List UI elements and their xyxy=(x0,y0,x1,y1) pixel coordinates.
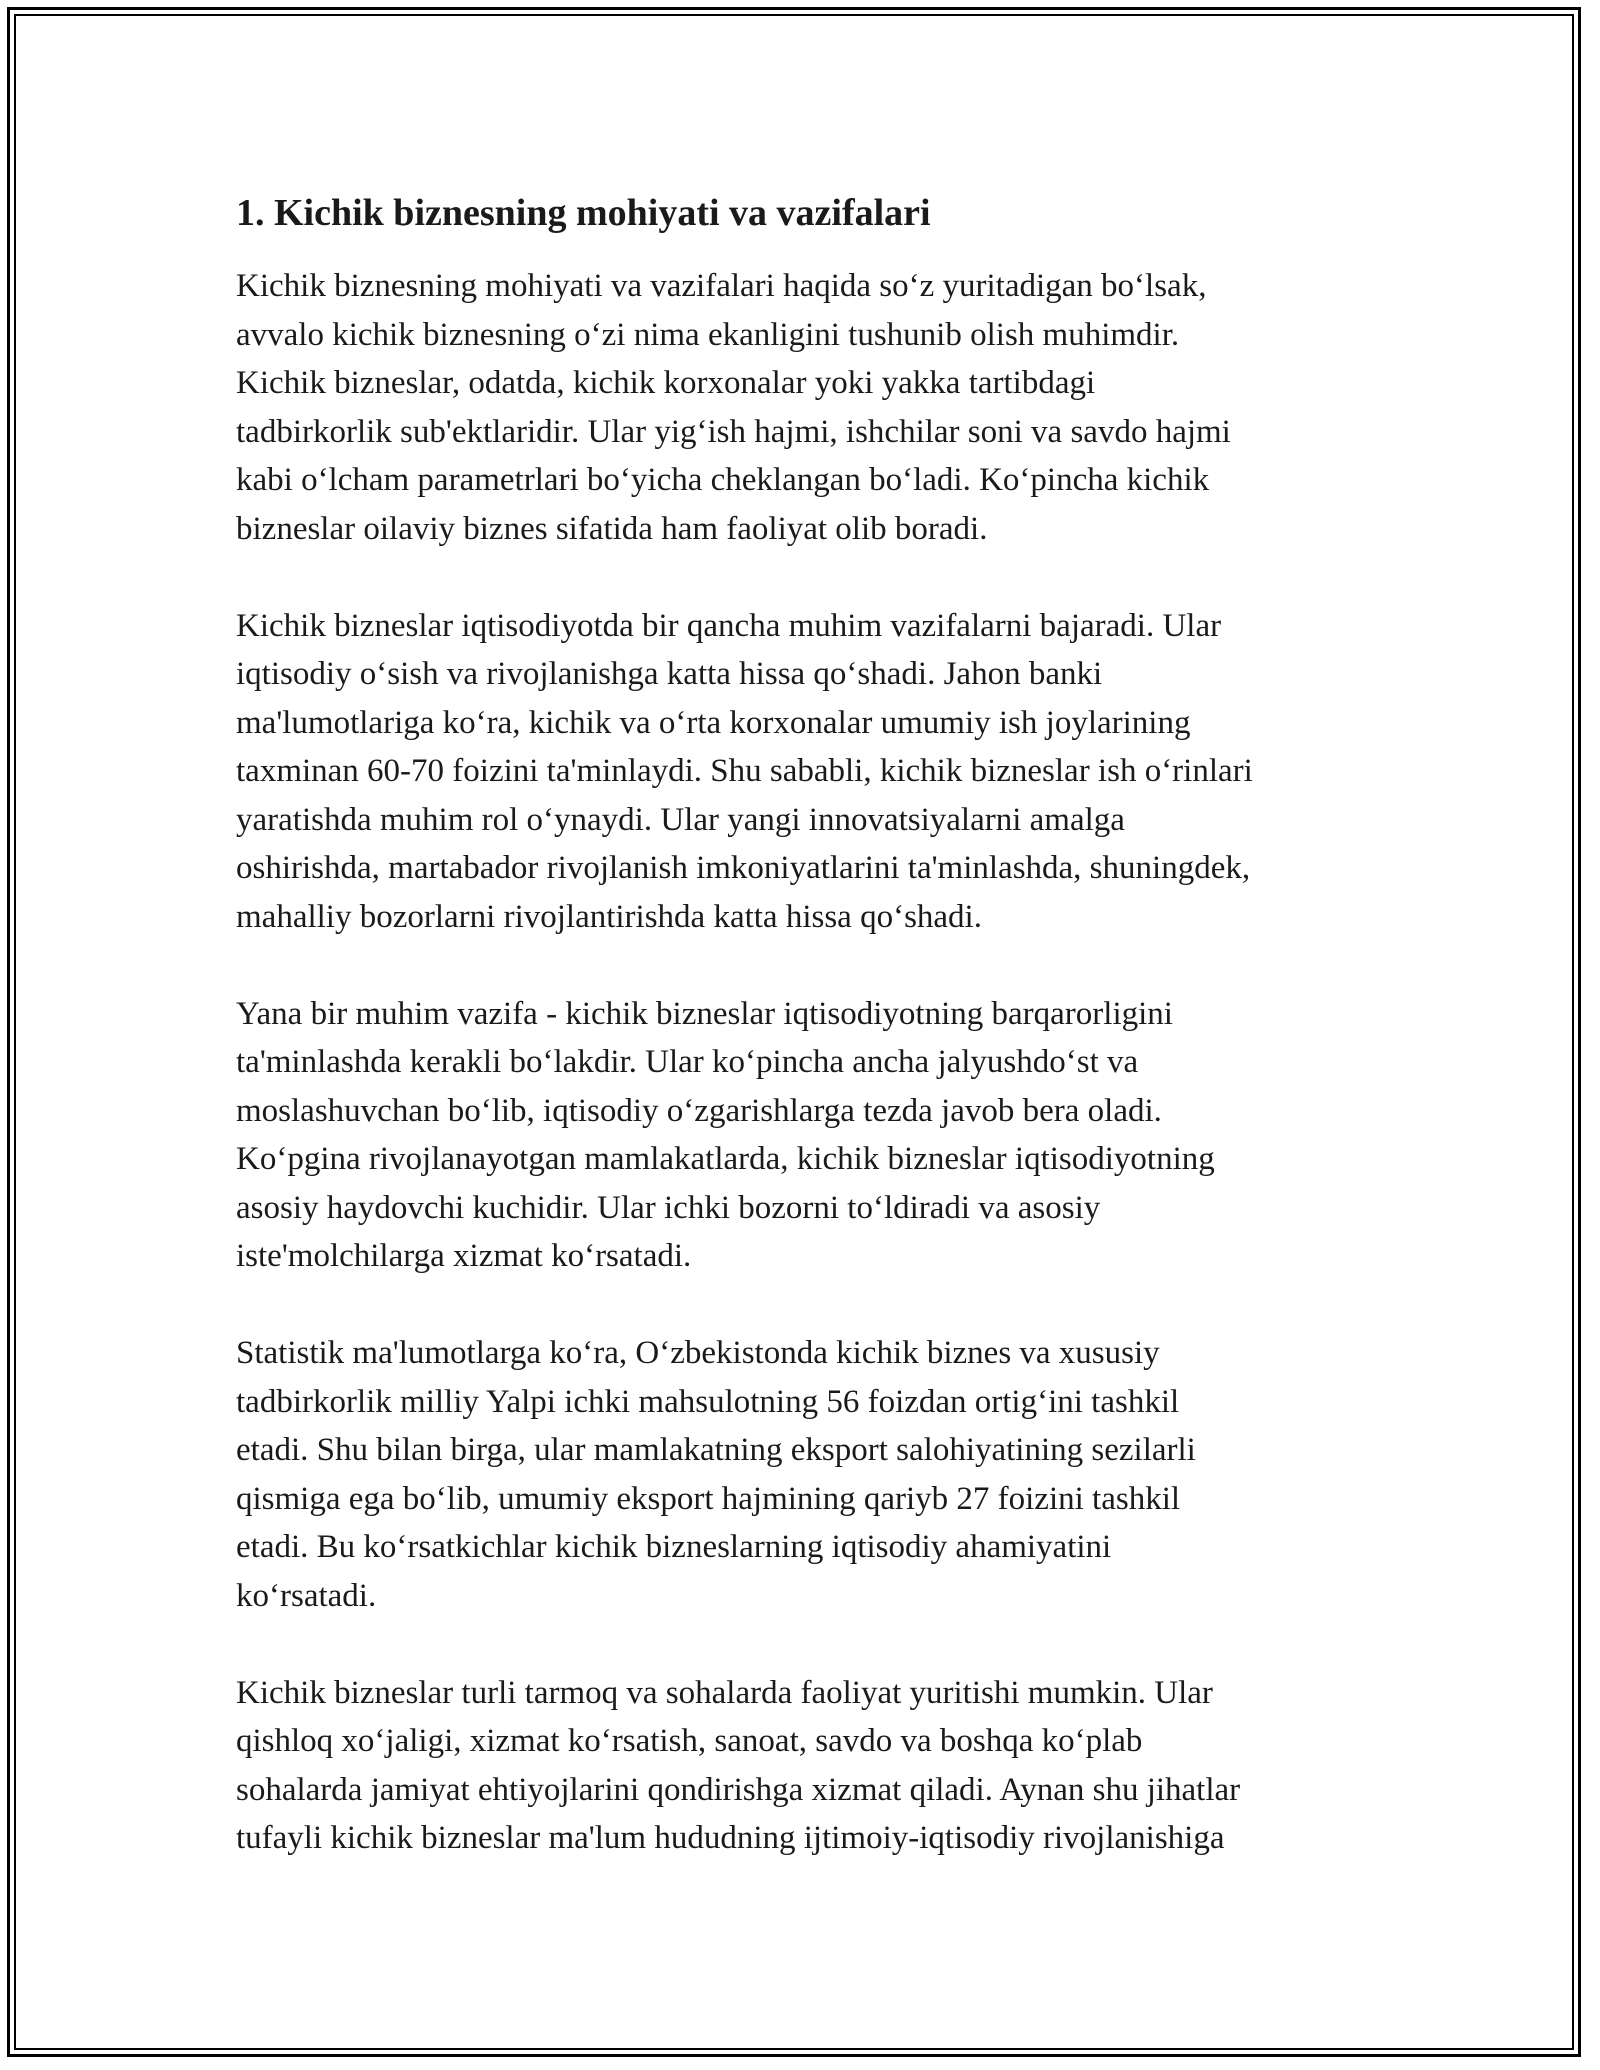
text-line: kabi o‘lcham parametrlari bo‘yicha cheklangan bo‘ladi. Ko‘pincha kichik xyxy=(236,462,1210,498)
document-body xyxy=(236,188,1376,1911)
text-line: tufayli kichik bizneslar ma'lum hududning ijtimoiy-iqtisodiy rivojlanishiga xyxy=(236,1820,1225,1856)
text-line: bizneslar oilaviy biznes sifatida ham faoliyat olib boradi. xyxy=(236,510,988,547)
paragraph xyxy=(236,602,1376,942)
text-line: yaratishda muhim rol o‘ynaydi. Ular yangi innovatsiyalarni amalga xyxy=(236,801,1125,838)
paragraph xyxy=(236,990,1376,1281)
text-line: Kichik bizneslar turli tarmoq va sohalarda faoliyat yuritishi mumkin. Ular xyxy=(236,1674,1213,1711)
text-line: etadi. Bu ko‘rsatkichlar kichik bizneslarning iqtisodiy ahamiyatini xyxy=(236,1529,1112,1565)
paragraph xyxy=(236,262,1376,553)
text-line: Kichik biznesning mohiyati va vazifalari haqida so‘z yuritadigan bo‘lsak, xyxy=(236,268,1207,304)
text-line: avvalo kichik biznesning o‘zi nima ekanligini tushunib olish muhimdir. xyxy=(236,316,1180,353)
section-heading: 1. Kichik biznesning mohiyati va vazifalari xyxy=(236,192,931,234)
text-line: moslashuvchan bo‘lib, iqtisodiy o‘zgarishlarga tezda javob bera oladi. xyxy=(236,1092,1162,1129)
text-line: Kichik bizneslar, odatda, kichik korxonalar yoki yakka tartibdagi xyxy=(236,365,1096,401)
text-line: ko‘rsatadi. xyxy=(236,1577,377,1614)
text-line: qishloq xo‘jaligi, xizmat ko‘rsatish, sanoat, savdo va boshqa ko‘plab xyxy=(236,1723,1143,1759)
text-line: Statistik ma'lumotlarga ko‘ra, O‘zbekistonda kichik biznes va xususiy xyxy=(236,1335,1160,1371)
text-line: tadbirkorlik milliy Yalpi ichki mahsulotning 56 foizdan ortig‘ini tashkil xyxy=(236,1383,1180,1420)
paragraph-list xyxy=(236,262,1376,1863)
text-line: qismiga ega bo‘lib, umumiy eksport hajmining qariyb 27 foizini tashkil xyxy=(236,1480,1181,1517)
text-line: ta'minlashda kerakli bo‘lakdir. Ular ko‘pincha ancha jalyushdo‘st va xyxy=(236,1044,1139,1080)
text-line: mahalliy bozorlarni rivojlantirishda katta hissa qo‘shadi. xyxy=(236,898,982,935)
text-line: oshirishda, martabador rivojlanish imkoniyatlarini ta'minlashda, shuningdek, xyxy=(236,850,1251,886)
text-line: tadbirkorlik sub'ektlaridir. Ular yig‘ish hajmi, ishchilar soni va savdo hajmi xyxy=(236,413,1231,450)
paragraph xyxy=(236,1329,1376,1620)
text-line: asosiy haydovchi kuchidir. Ular ichki bozorni to‘ldiradi va asosiy xyxy=(236,1189,1101,1226)
text-line: iqtisodiy o‘sish va rivojlanishga katta hissa qo‘shadi. Jahon banki xyxy=(236,656,1103,692)
paragraph xyxy=(236,1669,1376,1863)
text-line: sohalarda jamiyat ehtiyojlarini qondirishga xizmat qiladi. Aynan shu jihatlar xyxy=(236,1771,1241,1808)
text-line: taxminan 60-70 foizini ta'minlaydi. Shu sababli, kichik bizneslar ish o‘rinlari xyxy=(236,753,1253,789)
text-line: Ko‘pgina rivojlanayotgan mamlakatlarda, kichik bizneslar iqtisodiyotning xyxy=(236,1141,1215,1177)
text-line: Yana bir muhim vazifa - kichik bizneslar iqtisodiyotning barqarorligini xyxy=(236,995,1173,1032)
text-line: ma'lumotlariga ko‘ra, kichik va o‘rta korxonalar umumiy ish joylarining xyxy=(236,704,1191,741)
text-line: iste'molchilarga xizmat ko‘rsatadi. xyxy=(236,1238,692,1274)
text-line: etadi. Shu bilan birga, ular mamlakatning eksport salohiyatining sezilarli xyxy=(236,1432,1196,1468)
text-line: Kichik bizneslar iqtisodiyotda bir qancha muhim vazifalarni bajaradi. Ular xyxy=(236,607,1222,644)
